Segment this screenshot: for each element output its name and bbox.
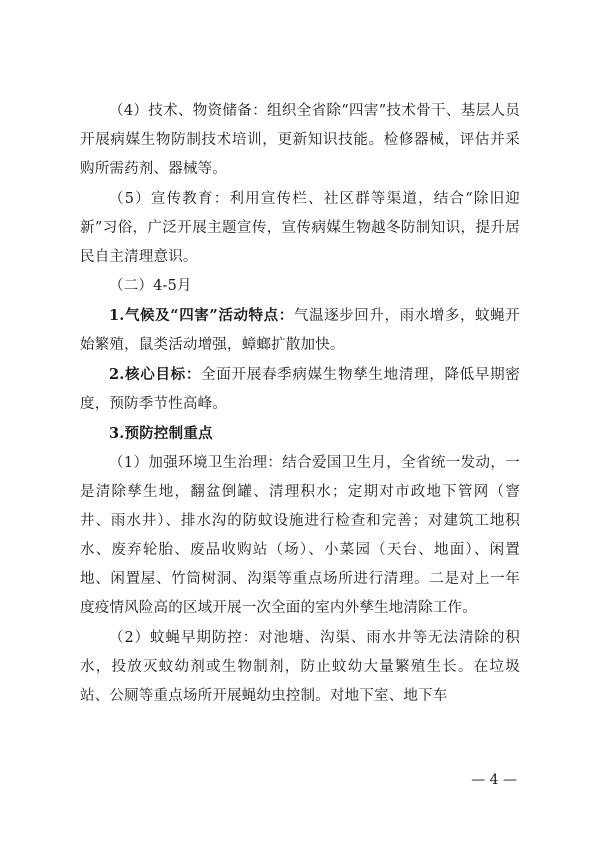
paragraph-mosquito-fly-control bbox=[80, 623, 520, 711]
page-number: — 4 — bbox=[471, 772, 517, 788]
paragraph-environment-sanitation bbox=[80, 448, 520, 623]
paragraph-text: （5）宣传教育：利用宣传栏、社区群等渠道，结合“除旧迎新”习俗，广泛开展主题宣传，宣传病媒生物越冬防制知识，提升居民自主清理意识。 bbox=[80, 191, 520, 265]
paragraph-text: 全面开展春季病媒生物孳生地清理，降低早期密度，预防季节性高峰。 bbox=[80, 367, 520, 412]
paragraph-text: （1）加强环境卫生治理：结合爱国卫生月，全省统一发动，一是清除孳生地，翻盆倒罐、清理积水；定期对市政地下管网（窨井、雨水井）、排水沟的防蚊设施进行检查和完善；对建筑工地积水、废弃轮胎、废品收购站（场）、小菜园（天台、地面）、闲置地、闲置屋、竹筒树洞、沟渠等重点场所进行清理。二是对上一年度疫情风险高的区域开展一次全面的室内外孳生地清除工作。 bbox=[80, 455, 520, 616]
paragraph-lead: 2.核心目标： bbox=[109, 366, 202, 383]
paragraph-core-goal bbox=[80, 360, 520, 419]
paragraph-publicity bbox=[80, 184, 520, 272]
paragraph-lead: 1.气候及“四害”活动特点： bbox=[109, 307, 294, 324]
paragraph-text: （4）技术、物资储备：组织全省除“四害”技术骨干、基层人员开展病媒生物防制技术培训，更新知识技能。检修器械，评估并采购所需药剂、器械等。 bbox=[80, 103, 520, 177]
paragraph-tech-materials bbox=[80, 96, 520, 184]
section-heading-apr-may: （二）4-5月 bbox=[109, 278, 192, 294]
document-body bbox=[80, 96, 520, 711]
heading-prevention-focus: 3.预防控制重点 bbox=[109, 425, 213, 442]
paragraph-climate-features bbox=[80, 301, 520, 360]
paragraph-text: （2）蚊蝇早期防控：对池塘、沟渠、雨水井等无法清除的积水，投放灭蚊幼剂或生物制剂，防止蚊幼大量繁殖生长。在垃圾站、公厕等重点场所开展蝇幼虫控制。对地下室、地下车 bbox=[80, 630, 520, 704]
paragraph-text: 气温逐步回升，雨水增多，蚊蝇开始繁殖，鼠类活动增强，蟑螂扩散加快。 bbox=[80, 308, 520, 353]
